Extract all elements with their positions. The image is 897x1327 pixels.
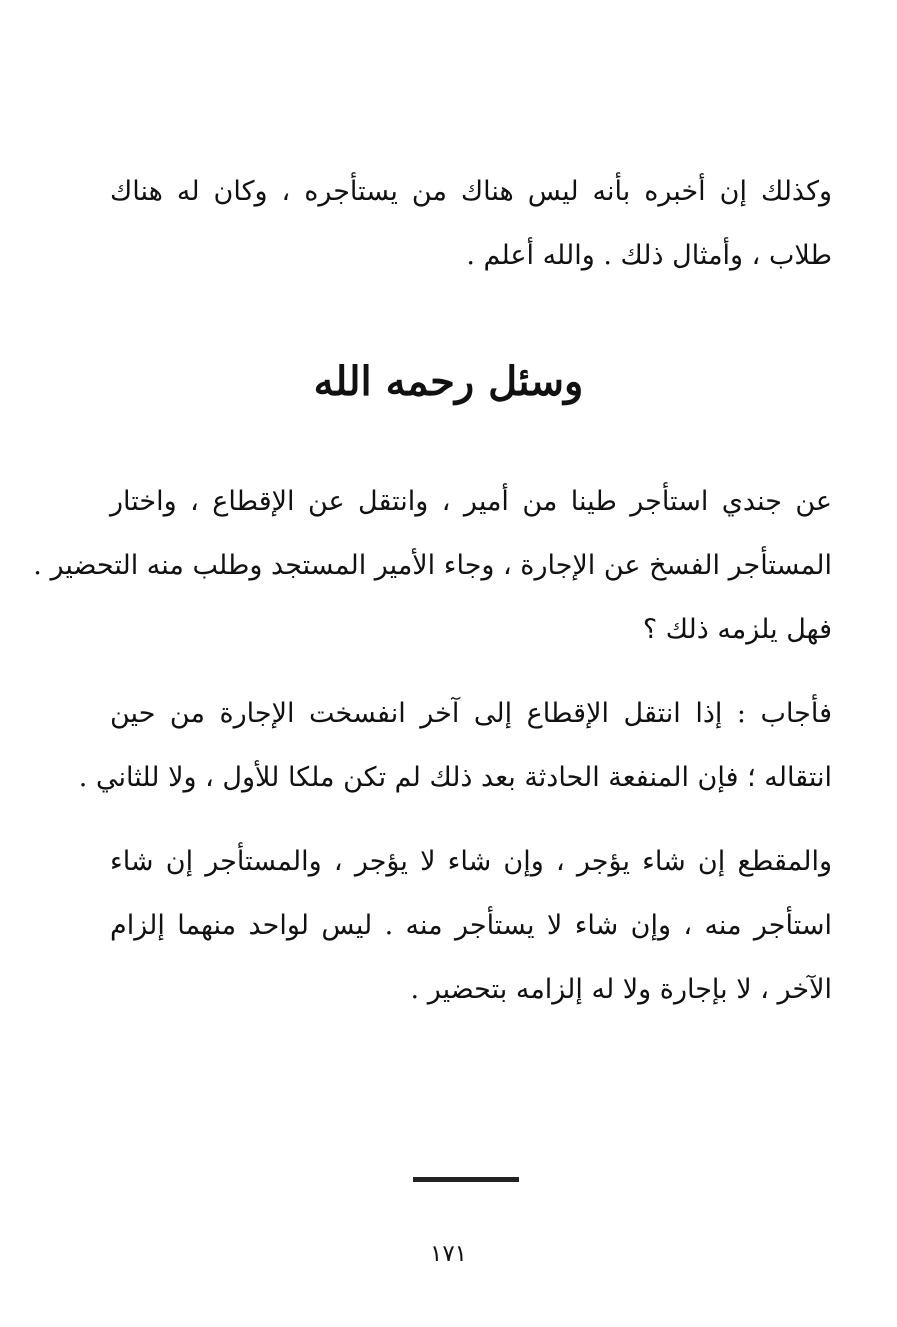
answer-continuation-paragraph [110,830,832,1022]
paragraph-continuation [110,160,832,288]
text-line: انتقاله ؛ فإن المنفعة الحادثة بعد ذلك لم تكن ملكا للأول ، ولا للثاني . [78,762,832,793]
text-line: الآخر ، لا بإجارة ولا له إلزامه بتحضير . [410,974,832,1005]
section-heading: وسئل رحمه الله [313,358,584,405]
text-line: طلاب ، وأمثال ذلك . والله أعلم . [466,240,832,271]
question-paragraph [33,470,833,662]
section-divider [413,1177,519,1182]
text-line: عن جندي استأجر طينا من أمير ، وانتقل عن الإقطاع ، واختار [110,486,833,517]
answer-paragraph [78,682,832,810]
text-line: والمقطع إن شاء يؤجر ، وإن شاء لا يؤجر ، والمستأجر إن شاء [110,846,832,877]
text-line: وكذلك إن أخبره بأنه ليس هناك من يستأجره ، وكان له هناك [110,176,832,207]
text-line: استأجر منه ، وإن شاء لا يستأجر منه . ليس لواحد منهما إلزام [110,910,832,941]
text-line: المستأجر الفسخ عن الإجارة ، وجاء الأمير المستجد وطلب منه التحضير . [33,550,832,581]
page-number: ١٧١ [429,1241,468,1267]
text-line: فهل يلزمه ذلك ؟ [642,614,832,645]
text-line: فأجاب : إذا انتقل الإقطاع إلى آخر انفسخت الإجارة من حين [110,698,832,729]
